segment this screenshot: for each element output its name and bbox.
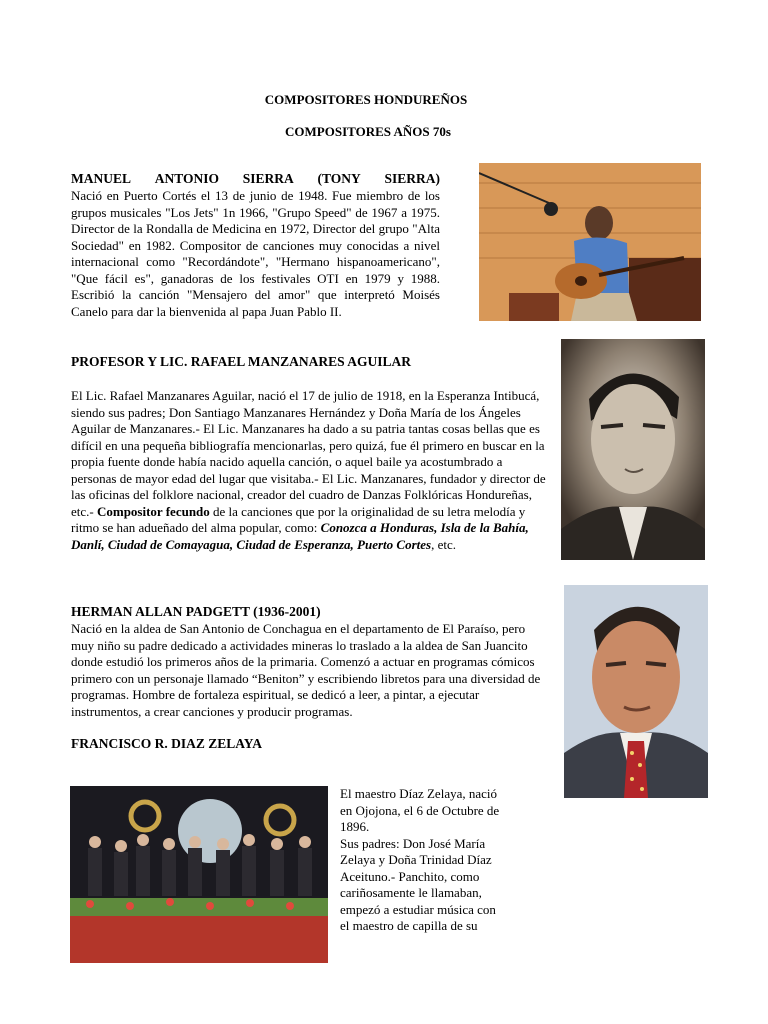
bio-line: el maestro de capilla de su [340,918,478,933]
photo-orchestra-stage [70,786,328,963]
bio-manuel-antonio-sierra: Nació en Puerto Cortés el 13 de junio de 1948. Fue miembro de los grupos musicales "Los Jets" 1n 1966, "Grupo Speed" de 1967 a 1975. Director de la Rondalla de Medicina en 1972, Director del grupo "Alta Sociedad" en 1982. Compositor de canciones muy conocidas a nivel internacional como "Recordándote", "Hermano hispanoamericano", "Que fácil es", ganadoras de los festivales OTI en 1979 y 1988. Escribió la canción "Mensajero del amor" que interpretó Moisés Canelo para dar la bienvenida al papa Juan Pablo II. [71,188,440,319]
document-subtitle: COMPOSITORES AÑOS 70s [285,124,451,139]
heading-word: SIERRA) [384,171,440,186]
bio-text: de la canciones que por la originalidad de su letra melodía y ritmo se han adueñado del alma popular, como: [71,503,526,535]
bio-francisco-diaz-zelaya [340,786,515,935]
bio-line: Sus padres: Don José María [340,835,486,851]
bio-line: en Ojojona, el 6 de Octubre de [340,802,500,818]
bio-line: cariñosamente le llamaban, [340,885,482,900]
bio-line: El maestro Díaz Zelaya, nació [340,786,498,801]
bio-line: Aceituno.- Panchito, como [340,868,480,884]
bio-bold-text: Compositor fecundo [96,503,210,519]
heading-francisco-diaz-zelaya: FRANCISCO R. DIAZ ZELAYA [71,736,263,751]
bio-text: , etc. [431,536,456,552]
heading-herman-allan-padgett: HERMAN ALLAN PADGETT (1936-2001) [71,604,321,619]
heading-rafael-manzanares: PROFESOR Y LIC. RAFAEL MANZANARES AGUILAR [71,354,412,369]
bio-line: empezó a estudiar música con [340,901,496,917]
heading-word: SIERRA [242,171,294,186]
photo-tony-sierra-guitar [479,163,701,321]
song-list: Conozca a Honduras, Isla de la Bahía, Danlí, Ciudad de Comayagua, Ciudad de Esperanza, Puerto Cortes [71,520,529,552]
bio-text: El Lic. Rafael Manzanares Aguilar, nació el 17 de julio de 1918, en la Esperanza Intibucá, siendo sus padres; Don Santiago Manzanares Hernández y Doña María de los Ángeles Aguilar de Manzanares.- El Lic. Manzanares ha dado a su patria tantas cosas bellas que es difícil en una pequeña bibliografía mencionarlas, pero quizá, fue él primero en buscar en la propia fuente donde había nacido aquella canción, o aquel baile ya acostumbrado a personas de mayor edad del lugar que visitaba.- El Lic. Manzanares, fundador y director de las oficinas del folklore nacional, creador del cuadro de Danzas Folklóricas Hondureñas, etc.- [71,388,546,519]
photo-rafael-manzanares-portrait [561,339,705,560]
heading-manuel-antonio-sierra [71,171,440,187]
bio-herman-allan-padgett: Nació en la aldea de San Antonio de Conchagua en el departamento de El Paraíso, pero muy niño su padre dedicado a actividades mineras lo traslado a la aldea de San Juancito donde estudió los primeros años de la primaria. Comenzó a actuar en programas cómicos primero con un personaje llamado “Beniton” y escribiendo libretos para una diversidad de programas. Hombre de fortaleza espiritual, se dedicó a leer, a pintar, a ejecutar instrumentos, a crear canciones y producir programas. [71,621,541,719]
heading-word: (TONY [317,171,361,186]
bio-line: 1896. [340,819,370,834]
heading-word: ANTONIO [154,171,219,186]
bio-rafael-manzanares [71,388,551,553]
document-title: COMPOSITORES HONDUREÑOS [264,92,468,107]
bio-line: Zelaya y Doña Trinidad Díaz [340,852,492,867]
heading-word: MANUEL [71,171,131,186]
photo-herman-padgett-portrait [564,585,708,798]
